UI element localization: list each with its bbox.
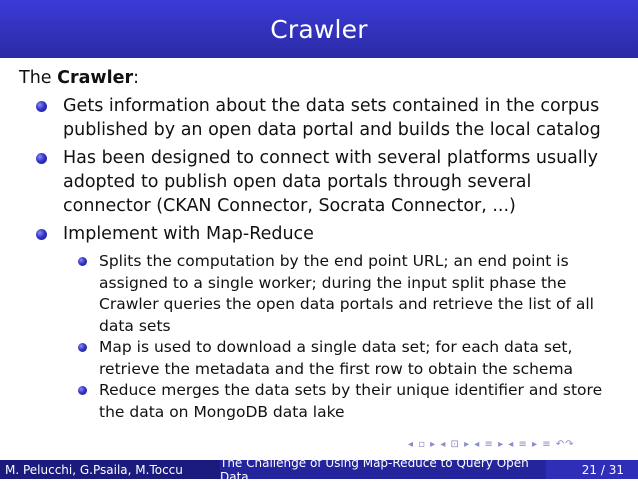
sub-bullet-item — [99, 380, 623, 423]
bullet-icon — [36, 101, 47, 112]
bullet-icon — [36, 229, 47, 240]
footer-authors: M. Pelucchi, G.Psaila, M.Toccu — [0, 460, 220, 479]
intro-line — [19, 66, 623, 90]
bullet-item — [63, 146, 623, 218]
sub-bullet-icon — [78, 257, 87, 266]
footer — [0, 455, 638, 484]
navigation-symbols[interactable]: ◂ ▫ ▸ ◂ ⊡ ▸ ◂ ≡ ▸ ◂ ≡ ▸ ≡ ↶↷ — [408, 439, 575, 450]
title-bar — [0, 0, 638, 58]
bullet-text: Implement with Map-Reduce — [63, 224, 314, 244]
bullet-text: Has been designed to connect with several platforms usually adopted to publish open data portals through several connector (CKAN Connector, Socrata Connector, ...) — [63, 148, 598, 216]
intro-bold: Crawler — [57, 68, 134, 88]
footer-title: The Challenge of Using Map-Reduce to Query Open Data — [220, 460, 546, 479]
sub-bullet-icon — [78, 386, 87, 395]
intro-prefix: The — [19, 68, 58, 88]
sub-bullet-icon — [78, 343, 87, 352]
slide-title: Crawler — [270, 14, 368, 44]
intro-suffix: : — [133, 68, 139, 88]
sub-bullet-text: Splits the computation by the end point URL; an end point is assigned to a single worker; during the input split phase the Crawler queries the open data portals and retrieve the list of all data sets — [99, 252, 594, 335]
bullet-icon — [36, 153, 47, 164]
sub-bullet-item — [99, 251, 623, 337]
sub-bullet-text: Map is used to download a single data set; for each data set, retrieve the metadata and the first row to obtain the schema — [99, 338, 574, 378]
footer-page-number: 21 / 31 — [546, 460, 638, 479]
sub-bullet-text: Reduce merges the data sets by their unique identifier and store the data on MongoDB data lake — [99, 381, 603, 421]
bullet-text: Gets information about the data sets contained in the corpus published by an open data portal and builds the local catalog — [63, 96, 601, 140]
sub-bullet-item — [99, 337, 623, 380]
bullet-item — [63, 222, 623, 246]
bullet-item — [63, 94, 623, 142]
slide-content — [19, 66, 623, 423]
